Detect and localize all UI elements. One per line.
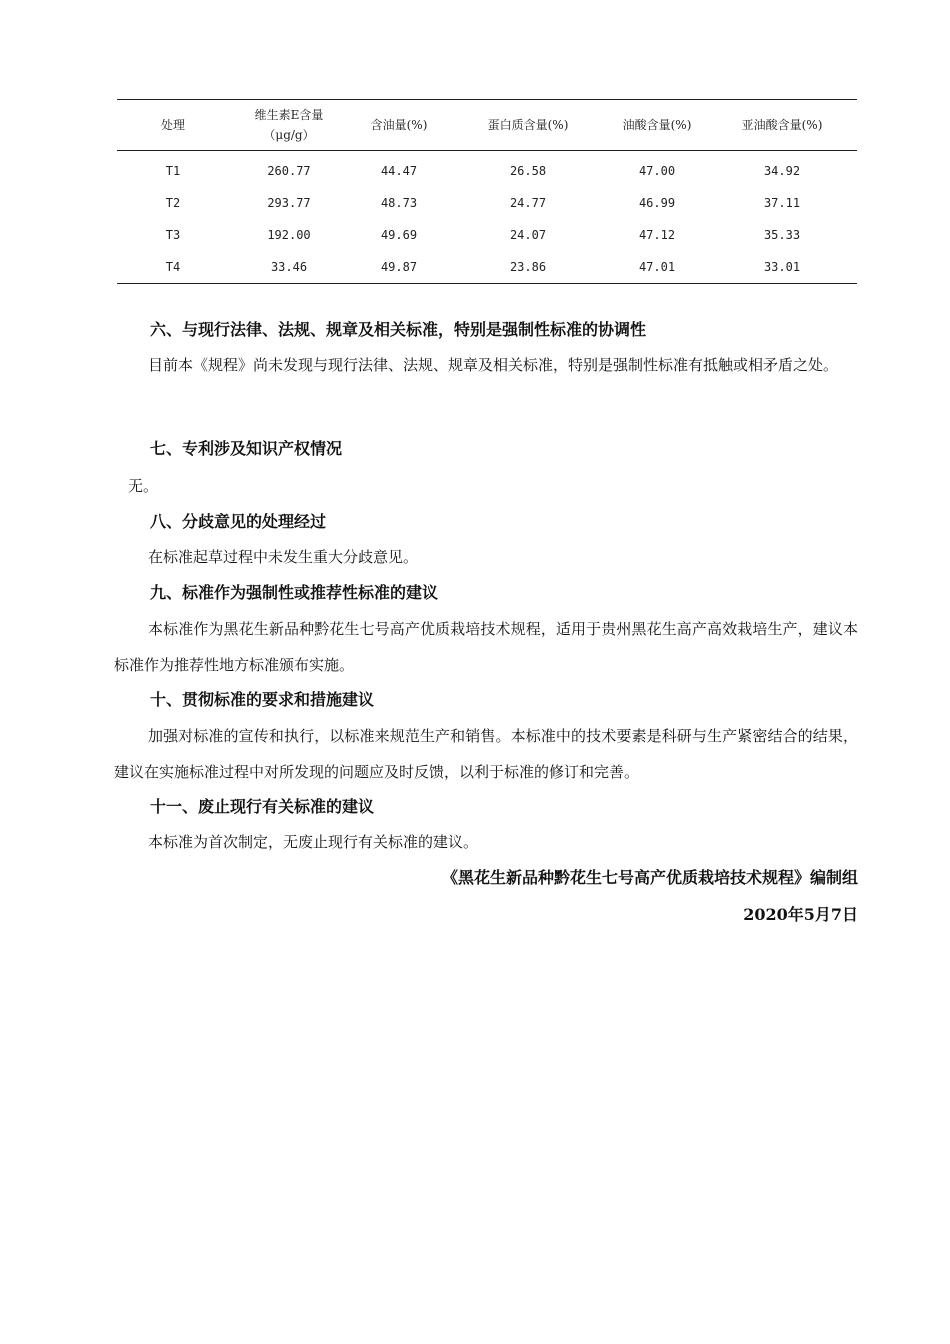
header-oleic: 油酸含量(%) <box>622 118 692 132</box>
header-vitamin-e <box>229 100 349 151</box>
section-6-heading: 六、与现行法律、法规、规章及相关标准，特别是强制性标准的协调性 <box>150 320 647 339</box>
table-cell: T2 <box>165 196 181 210</box>
section-6-body: 目前本《规程》尚未发现与现行法律、法规、规章及相关标准，特别是强制性标准有抵触或相矛盾之处。 <box>148 356 839 374</box>
header-linoleic: 亚油酸含量(%) <box>741 118 823 132</box>
section-8-heading: 八、分歧意见的处理经过 <box>150 512 327 531</box>
section-9-heading: 九、标准作为强制性或推荐性标准的建议 <box>150 583 439 602</box>
header-vitamin-e-label: 维生素E含量 （μg/g） <box>254 108 324 142</box>
table-row <box>117 251 857 284</box>
table-cell: 47.12 <box>638 228 676 242</box>
section-11-heading: 十一、废止现行有关标准的建议 <box>150 797 375 816</box>
table-cell: 192.00 <box>267 228 311 242</box>
table-cell: T3 <box>165 228 181 242</box>
table-cell: 24.07 <box>509 228 547 242</box>
quality-data-table <box>117 99 857 284</box>
table-cell: 47.01 <box>638 260 676 274</box>
table-row <box>117 187 857 219</box>
table-cell: 260.77 <box>267 164 311 178</box>
table-cell: 35.33 <box>763 228 801 242</box>
table-cell: 24.77 <box>509 196 547 210</box>
table-cell: 49.69 <box>380 228 418 242</box>
table-cell: 47.00 <box>638 164 676 178</box>
header-treatment: 处理 <box>160 118 185 132</box>
table-row <box>117 219 857 251</box>
section-11-body: 本标准为首次制定，无废止现行有关标准的建议。 <box>148 833 479 851</box>
table-cell: 26.58 <box>509 164 547 178</box>
table-cell: 49.87 <box>380 260 418 274</box>
section-7-heading: 七、专利涉及知识产权情况 <box>150 439 343 458</box>
table-cell: 33.46 <box>270 260 308 274</box>
table-cell: 34.92 <box>763 164 801 178</box>
table-row <box>117 151 857 188</box>
table-cell: 46.99 <box>638 196 676 210</box>
table-cell: 44.47 <box>380 164 418 178</box>
header-protein: 蛋白质含量(%) <box>487 118 569 132</box>
section-9-body: 本标准作为黑花生新品种黔花生七号高产优质栽培技术规程，适用于贵州黑花生高产高效栽培生产，建议本标准作为推荐性地方标准颁布实施。 <box>114 620 858 674</box>
table-cell: 33.01 <box>763 260 801 274</box>
table-cell: 37.11 <box>763 196 801 210</box>
table-cell: 48.73 <box>380 196 418 210</box>
table-cell: T1 <box>165 164 181 178</box>
table-header-row <box>117 100 857 151</box>
table-cell: 23.86 <box>509 260 547 274</box>
section-7-body: 无。 <box>128 477 159 495</box>
signature-date: 2020年5月7日 <box>743 905 858 924</box>
section-8-body: 在标准起草过程中未发生重大分歧意见。 <box>148 548 419 566</box>
signature-organization: 《黑花生新品种黔花生七号高产优质栽培技术规程》编制组 <box>441 868 858 887</box>
table-cell: T4 <box>165 260 181 274</box>
section-10-body: 加强对标准的宣传和执行，以标准来规范生产和销售。本标准中的技术要素是科研与生产紧密结合的结果，建议在实施标准过程中对所发现的问题应及时反馈，以利于标准的修订和完善。 <box>114 727 858 781</box>
header-oil: 含油量(%) <box>370 118 428 132</box>
section-10-heading: 十、贯彻标准的要求和措施建议 <box>150 690 375 709</box>
table-cell: 293.77 <box>267 196 311 210</box>
